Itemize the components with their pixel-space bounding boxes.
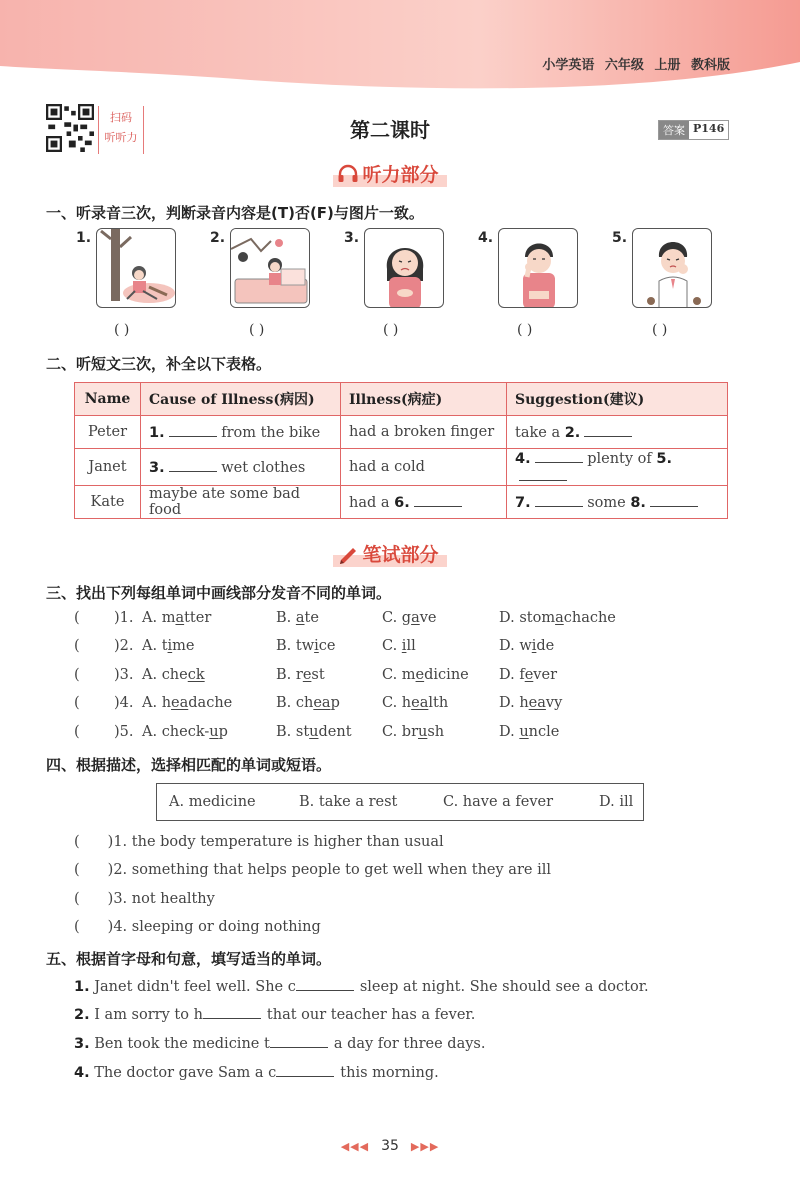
header-illness: Illness(病症) — [341, 383, 507, 416]
fill-blank[interactable] — [276, 1063, 334, 1077]
page-title: 第二课时 — [350, 118, 430, 142]
header-suggestion: Suggestion(建议) — [507, 383, 728, 416]
fill-blank-3[interactable] — [169, 458, 217, 472]
answer-paren[interactable]: ( — [74, 834, 80, 850]
header-cause: Cause of Illness(病因) — [141, 383, 341, 416]
section-5-heading: 五、根据首字母和句意，填写适当的单词。 — [46, 950, 332, 968]
page-footer — [0, 1138, 780, 1154]
answer-blank-1[interactable]: ( ) — [114, 322, 130, 338]
answer-paren[interactable]: ( — [74, 862, 80, 878]
fill-blank[interactable] — [296, 977, 354, 991]
list-item: ( )2. something that helps people to get well when they are ill — [74, 862, 551, 878]
writing-part-title: 笔试部分 — [0, 540, 780, 567]
header-band — [0, 0, 800, 100]
fill-blank-4[interactable] — [535, 449, 583, 463]
picture-sad-girl — [364, 228, 444, 308]
table-row: Kate maybe ate some bad food had a 6. 7. some 8. — [75, 486, 728, 519]
list-item: 1. Janet didn't feel well. She c sleep at night. She should see a doctor. — [74, 979, 649, 995]
listening-part-title: 听力部分 — [0, 160, 780, 187]
section-2-heading: 二、听短文三次，补全以下表格。 — [46, 355, 272, 373]
fill-blank-8[interactable] — [650, 493, 698, 507]
answer-paren[interactable]: ( — [74, 610, 80, 626]
picture-boy-coughing — [498, 228, 578, 308]
answer-blank-3[interactable]: ( ) — [383, 322, 399, 338]
option-d: D. ill — [599, 794, 634, 810]
table-row: Janet 3. wet clothes had a cold 4. plenty of 5. — [75, 449, 728, 486]
headphones-icon — [337, 164, 359, 184]
list-item: 3. Ben took the medicine t a day for three days. — [74, 1036, 486, 1052]
fill-blank-1[interactable] — [169, 423, 217, 437]
book-info: 小学英语 六年级 上册 教科版 — [542, 58, 730, 73]
answer-page-tag: 答案 P146 — [658, 120, 729, 140]
section-4-heading: 四、根据描述，选择相匹配的单词或短语。 — [46, 756, 332, 774]
option-b: B. take a rest — [299, 794, 398, 810]
answer-paren[interactable]: ( — [74, 724, 80, 740]
table-row: Peter 1. from the bike had a broken finger take a 2. — [75, 416, 728, 449]
fill-blank-5[interactable] — [519, 467, 567, 481]
picture-girl-in-bed — [230, 228, 310, 308]
picture-boy-toothache — [632, 228, 712, 308]
option-c: C. have a fever — [443, 794, 554, 810]
picture-fall-from-tree — [96, 228, 176, 308]
answer-paren[interactable]: ( — [74, 667, 80, 683]
answer-paren[interactable]: ( — [74, 638, 80, 654]
answer-paren[interactable]: ( — [74, 891, 80, 907]
list-item: ( )4. sleeping or doing nothing — [74, 919, 321, 935]
list-item: ( )1. the body temperature is higher than usual — [74, 834, 444, 850]
right-arrows-icon: ▶▶▶ — [410, 1140, 440, 1153]
fill-blank-6[interactable] — [414, 493, 462, 507]
scan-listen-label: 扫码 听听力 — [98, 106, 144, 154]
answer-blank-2[interactable]: ( ) — [249, 322, 265, 338]
list-item: ( )3. not healthy — [74, 891, 215, 907]
fill-blank-2[interactable] — [584, 423, 632, 437]
fill-blank-7[interactable] — [535, 493, 583, 507]
left-arrows-icon: ◀◀◀ — [340, 1140, 370, 1153]
section-3-heading: 三、找出下列每组单词中画线部分发音不同的单词。 — [46, 584, 392, 602]
answer-paren[interactable]: ( — [74, 695, 80, 711]
list-item: 2. I am sorry to h that our teacher has a fever. — [74, 1007, 476, 1023]
fill-blank[interactable] — [270, 1034, 328, 1048]
list-item: 4. The doctor gave Sam a c this morning. — [74, 1065, 439, 1081]
header-name: Name — [75, 383, 141, 416]
answer-blank-5[interactable]: ( ) — [652, 322, 668, 338]
option-a: A. medicine — [169, 794, 256, 810]
answer-blank-4[interactable]: ( ) — [517, 322, 533, 338]
pencil-icon — [337, 544, 359, 564]
illness-table — [74, 382, 728, 519]
fill-blank[interactable] — [203, 1005, 261, 1019]
page-number: 35 — [381, 1138, 399, 1154]
answer-paren[interactable]: ( — [74, 919, 80, 935]
table-header-row — [75, 383, 728, 416]
options-box — [156, 783, 644, 821]
section-1-heading: 一、听录音三次，判断录音内容是(T)否(F)与图片一致。 — [46, 204, 424, 222]
